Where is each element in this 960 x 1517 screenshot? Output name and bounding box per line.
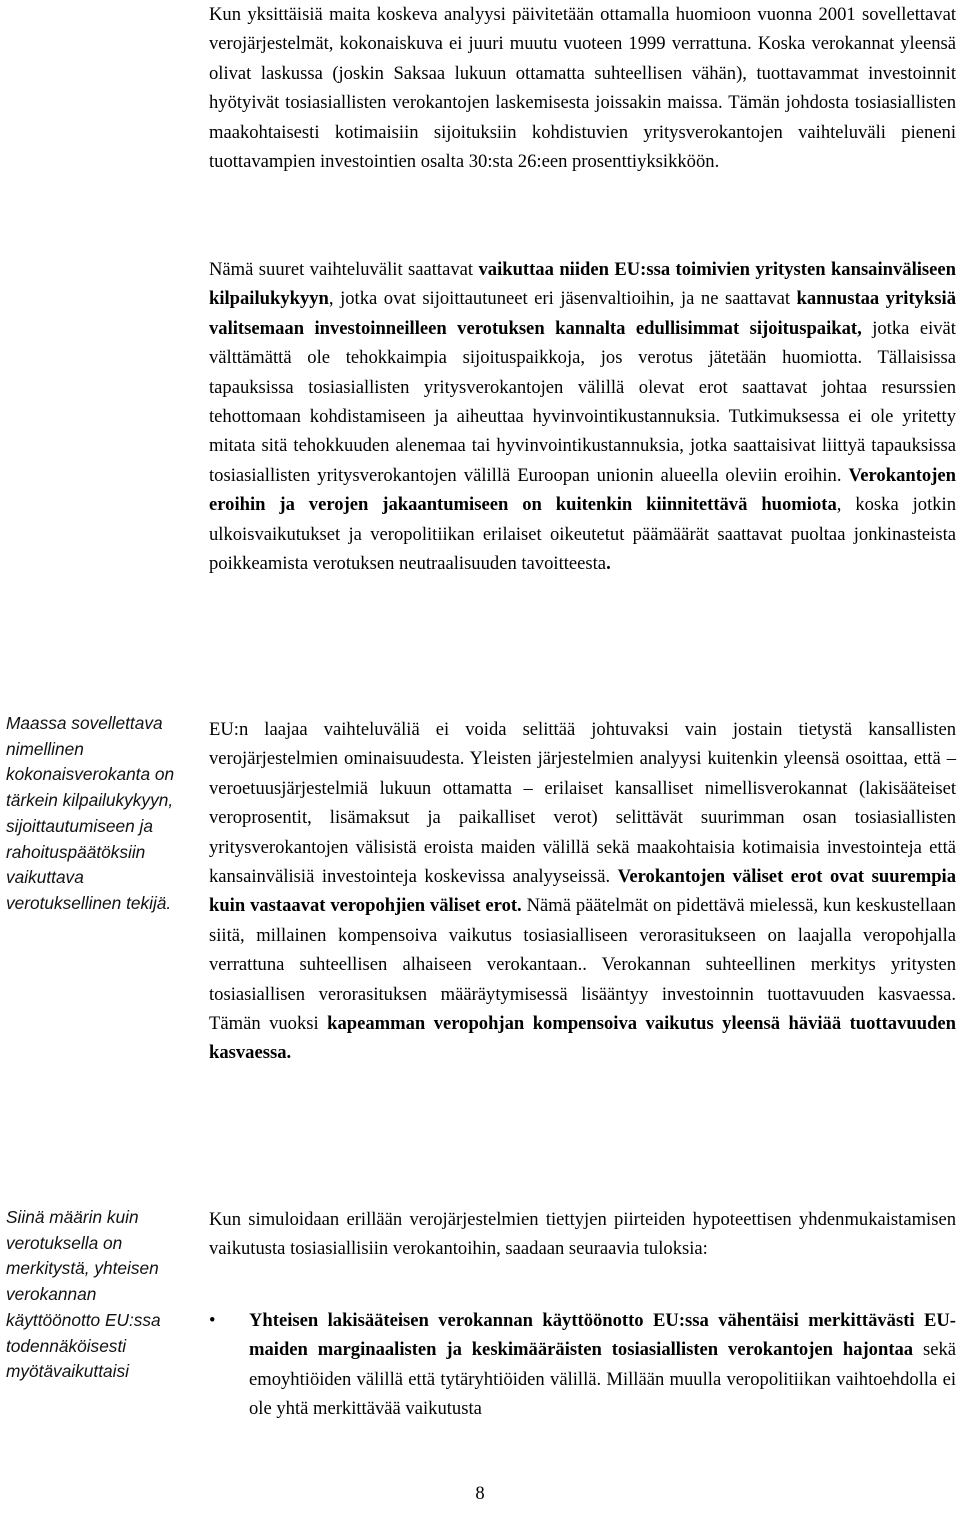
emphasized-text: Yhteisen lakisääteisen verokannan käyttöönotto EU:ssa vähentäisi merkittävästi EU-maiden marginaalisten ja keskimääräisten tosiasiallisten verokantojen hajontaa	[249, 1310, 956, 1361]
paragraph-simulation-intro	[209, 1205, 956, 1264]
text-run: EU:n laajaa vaihteluväliä ei voida selittää johtuvaksi vain jostain tietystä kansallisten verojärjestelmien ominaisuudesta. Yleisten järjestelmien analyysi kuitenkin yleensä osoittaa, että – veroetuusjärjestelmiä lukuun ottamatta – erilaiset kansalliset nimellisverokannat (lakisääteiset veroprosentit, lisämaksut ja paikalliset verot) selittävät suurimman osan tosiasiallisten yritysverokantojen välisistä eroista maiden välillä sekä maakohtaisia kotimaisia investointeja että kansainvälisiä investointeja koskevissa analyyseissä.	[209, 719, 956, 888]
paragraph-analysis-update	[209, 0, 956, 176]
text-run: Kun simuloidaan erillään verojärjestelmien tiettyjen piirteiden hypoteettisen yhdenmukaistamisen vaikutusta tosiasiallisiin verokantoihin, saadaan seuraavia tuloksia:	[209, 1209, 956, 1260]
emphasized-text: Verokantojen väliset erot ovat suurempia kuin vastaavat veropohjien väliset erot.	[209, 866, 956, 917]
text-run: Nämä päätelmät on pidettävä mielessä, kun keskustellaan siitä, millainen kompensoiva vaikutus tosiasialliseen verorasitukseen on laajalla veropohjalla verrattuna suhteellisen alhaiseen verokantaan.. Verokannan suhteellinen merkitys yritysten tosiasiallisen verorasituksen määräytymisessä lisääntyy investoinnin tuottavuuden kasvaessa. Tämän vuoksi	[209, 895, 956, 1035]
emphasized-text: vaikuttaa niiden EU:ssa toimivien yritysten kansainväliseen kilpailukykyyn	[209, 259, 956, 310]
paragraph-variation-explanation	[209, 715, 956, 1068]
text-run: Nämä suuret vaihteluvälit saattavat	[209, 259, 479, 280]
text-run: , jotka ovat sijoittautuneet eri jäsenvaltioihin, ja ne saattavat	[328, 288, 797, 310]
page-number: 8	[475, 1483, 485, 1504]
emphasized-text: kapeamman veropohjan kompensoiva vaikutus yleensä häviää tuottavuuden kasvaessa.	[209, 1013, 956, 1064]
emphasized-text: Verokantojen eroihin ja verojen jakaantumiseen on kuitenkin kiinnitettävä huomiota	[209, 464, 956, 516]
margin-note-common-rate: Siinä määrin kuin verotuksella on merkitystä, yhteisen verokannan käyttöönotto EU:ssa todennäköisesti myötävaikuttaisi	[6, 1207, 161, 1382]
text-run: Kun yksittäisiä maita koskeva analyysi päivitetään ottamalla huomioon vuonna 2001 sovellettavat verojärjestelmät, kokonaiskuva ei juuri muutu vuoteen 1999 verrattuna. Koska verokannat yleensä olivat laskussa (joskin Saksaa lukuun ottamatta suhteellisen vähän), tuottavammat investoinnit hyötyivät tosiasiallisten verokantojen laskemisesta joissakin maissa. Tämän johdosta tosiasiallisten maakohtaisesti kotimaisiin sijoituksiin kohdistuvien yritysverokantojen vaihteluväli pieneni tuottavampien investointien osalta 30:sta 26:een prosenttiyksikköön.	[209, 4, 956, 173]
bullet-text	[249, 1306, 956, 1424]
emphasized-text: .	[606, 553, 611, 575]
bullet-icon: •	[209, 1310, 216, 1331]
text-run: , koska jotkin ulkoisvaikutukset ja veropolitiikan erilaiset oikeutetut päämäärät saattavat puoltaa jonkinasteista poikkeamista verotuksen neutraalisuuden tavoitteesta	[209, 494, 956, 575]
emphasized-text: kannustaa yrityksiä valitsemaan investoinneilleen verotuksen kannalta edullisimmat sijoituspaikat,	[209, 288, 956, 339]
paragraph-competitiveness	[209, 255, 956, 578]
text-run: sekä emoyhtiöiden välillä että tytäryhtiöiden välillä. Millään muulla veropolitiikan vaihtoehdolla ei ole yhtä merkittävää vaikutusta	[249, 1339, 956, 1420]
text-run: jotka eivät välttämättä ole tehokkaimpia sijoituspaikkoja, jos verotus jätetään huomiotta. Tällaisissa tapauksissa tosiasiallisten yritysverokantojen välillä olevat erot saattavat johtaa resurssien tehottomaan kohdistamiseen ja aiheuttaa hyvinvointikustannuksia. Tutkimuksessa ei ole yritetty mitata sitä tehokkuuden alenemaa tai hyvinvointikustannuksia, jotka saattaisivat liittyä tapauksissa tosiasiallisten yritysverokantojen välillä Euroopan unionin alueella oleviin eroihin.	[209, 317, 956, 486]
bullet-list-item	[209, 1306, 956, 1424]
margin-note-nominal-rate: Maassa sovellettava nimellinen kokonaisverokanta on tärkein kilpailukykyyn, sijoittautumiseen ja rahoituspäätöksiin vaikuttava verotuksellinen tekijä.	[6, 713, 175, 913]
